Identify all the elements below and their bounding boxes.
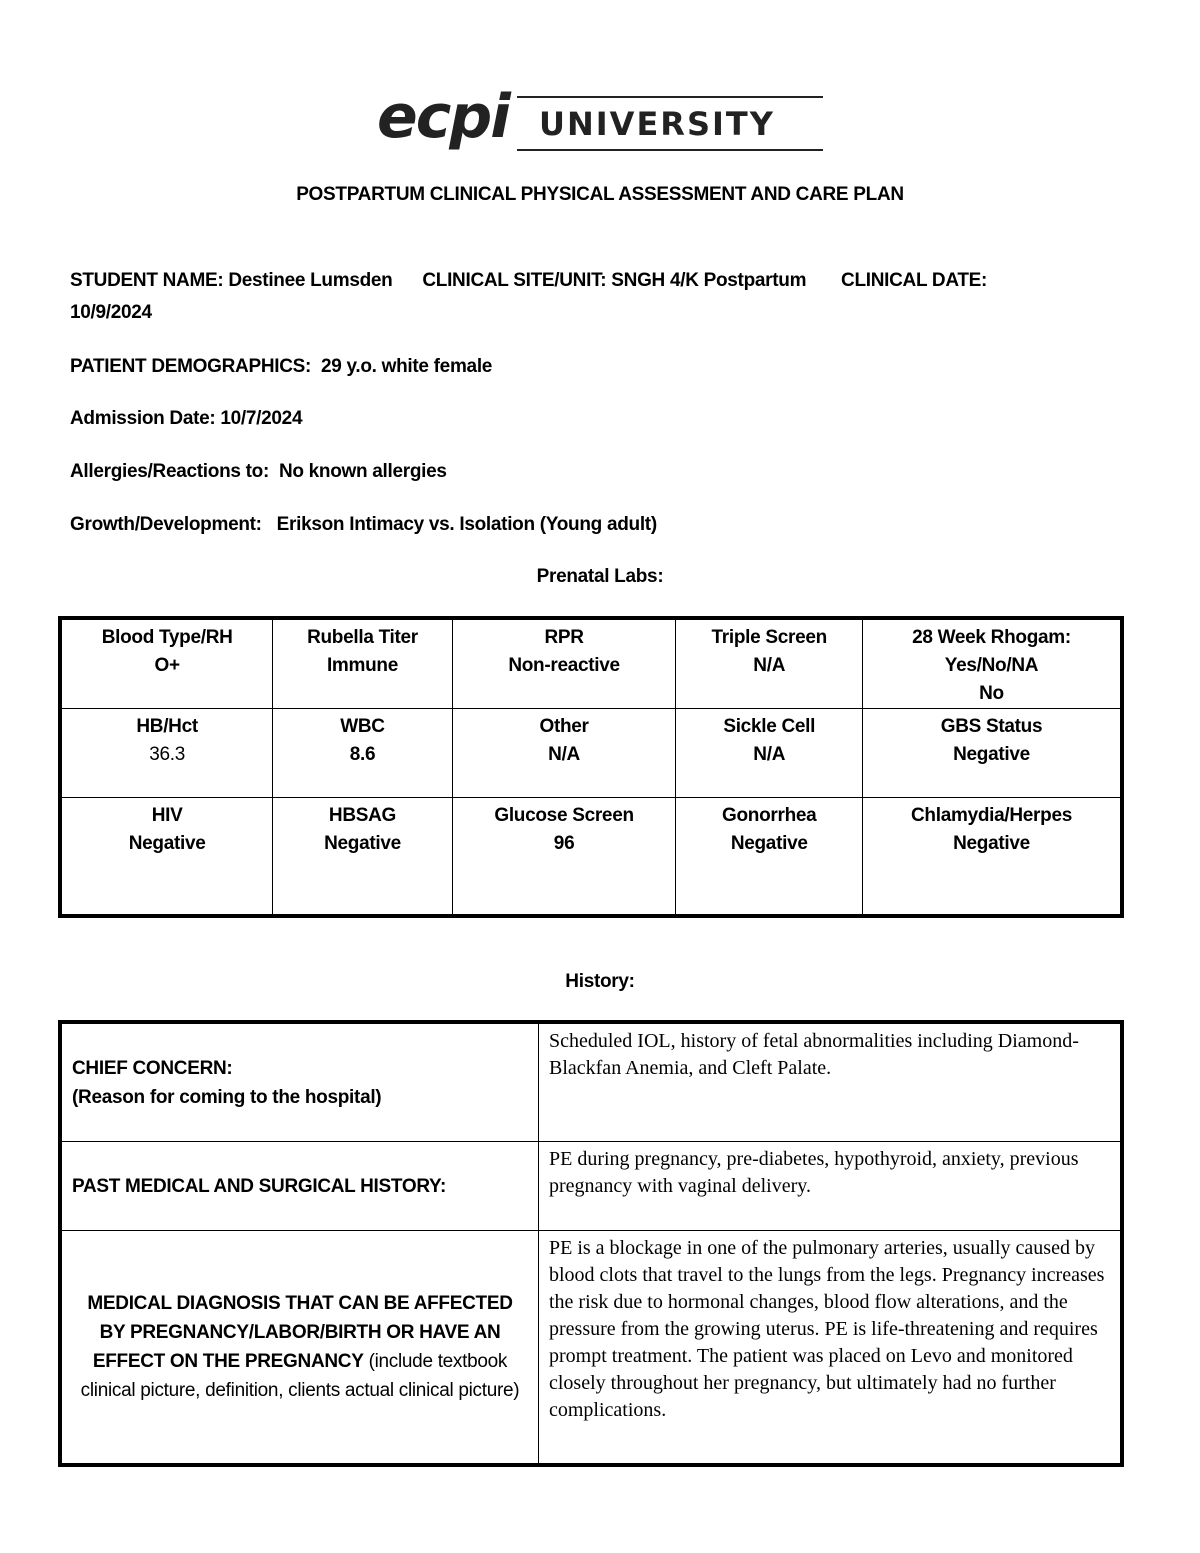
table-row [60, 798, 1122, 917]
medical-diagnosis-text: PE is a blockage in one of the pulmonary arteries, usually caused by blood clots that travel to the lungs from the legs. Pregnancy increases the risk due to hormonal changes, blood flow alterations, and the pressure from the growing uterus. PE is life-threatening and requires prompt treatment. The patient was placed on Levo and monitored closely throughout her pregnancy, but ultimately had no further complications. [539, 1231, 1123, 1466]
lab-cell: Gonorrhea Negative [676, 798, 863, 917]
lab-cell: Chlamydia/Herpes Negative [863, 798, 1123, 917]
lab-cell: Other N/A [452, 709, 676, 798]
history-table [58, 1020, 1124, 1467]
table-row [60, 709, 1122, 798]
allergies: Allergies/Reactions to: No known allergies [70, 461, 447, 482]
lab-cell: WBC 8.6 [273, 709, 452, 798]
history-heading: History: [565, 971, 635, 992]
lab-cell: HIV Negative [60, 798, 273, 917]
lab-cell: GBS Status Negative [863, 709, 1123, 798]
chief-concern-label: CHIEF CONCERN: [72, 1057, 233, 1079]
lab-cell: HBSAG Negative [273, 798, 452, 917]
lab-cell: Sickle Cell N/A [676, 709, 863, 798]
medical-diagnosis-label: MEDICAL DIAGNOSIS THAT CAN BE AFFECTED BY PREGNANCY/LABOR/BIRTH OR HAVE AN EFFECT ON THE PREGNANCY [87, 1293, 513, 1372]
prenatal-labs-table [58, 616, 1124, 918]
logo-wordmark: UNIVERSITY [535, 104, 779, 144]
admission-date: Admission Date: 10/7/2024 [70, 408, 303, 429]
lab-cell: 28 Week Rhogam: Yes/No/NA No [863, 618, 1123, 709]
chief-concern-label-cell [60, 1022, 539, 1142]
table-row [60, 1231, 1122, 1466]
patient-demographics: PATIENT DEMOGRAPHICS: 29 y.o. white female [70, 356, 493, 377]
table-row [60, 1142, 1122, 1231]
document-title: POSTPARTUM CLINICAL PHYSICAL ASSESSMENT AND CARE PLAN [296, 184, 904, 205]
past-history-label: PAST MEDICAL AND SURGICAL HISTORY: [72, 1175, 447, 1197]
past-history-label-cell [60, 1142, 539, 1231]
prenatal-labs-heading: Prenatal Labs: [536, 566, 664, 587]
ecpi-university-logo [377, 82, 823, 158]
lab-cell: RPR Non-reactive [452, 618, 676, 709]
table-row [60, 618, 1122, 709]
lab-cell: Rubella Titer Immune [273, 618, 452, 709]
clinical-date-value: 10/9/2024 [70, 302, 152, 323]
growth-development: Growth/Development: Erikson Intimacy vs. Isolation (Young adult) [70, 514, 657, 535]
past-history-text: PE during pregnancy, pre-diabetes, hypothyroid, anxiety, previous pregnancy with vaginal delivery. [539, 1142, 1123, 1231]
student-info-line: STUDENT NAME: Destinee Lumsden CLINICAL SITE/UNIT: SNGH 4/K Postpartum CLINICAL DATE: [70, 270, 988, 291]
medical-diagnosis-label-cell [60, 1231, 539, 1466]
lab-cell: HB/Hct 36.3 [60, 709, 273, 798]
chief-concern-text: Scheduled IOL, history of fetal abnormalities including Diamond-Blackfan Anemia, and Cleft Palate. [539, 1022, 1123, 1142]
lab-cell: Triple Screen N/A [676, 618, 863, 709]
table-row [60, 1022, 1122, 1142]
chief-concern-sublabel: (Reason for coming to the hospital) [72, 1086, 382, 1108]
logo-mark: ecpi [377, 82, 517, 152]
lab-cell: Glucose Screen 96 [452, 798, 676, 917]
medical-diagnosis-instructions: (include textbook clinical picture, definition, clients actual clinical picture) [80, 1351, 520, 1401]
lab-cell: Blood Type/RH O+ [60, 618, 273, 709]
